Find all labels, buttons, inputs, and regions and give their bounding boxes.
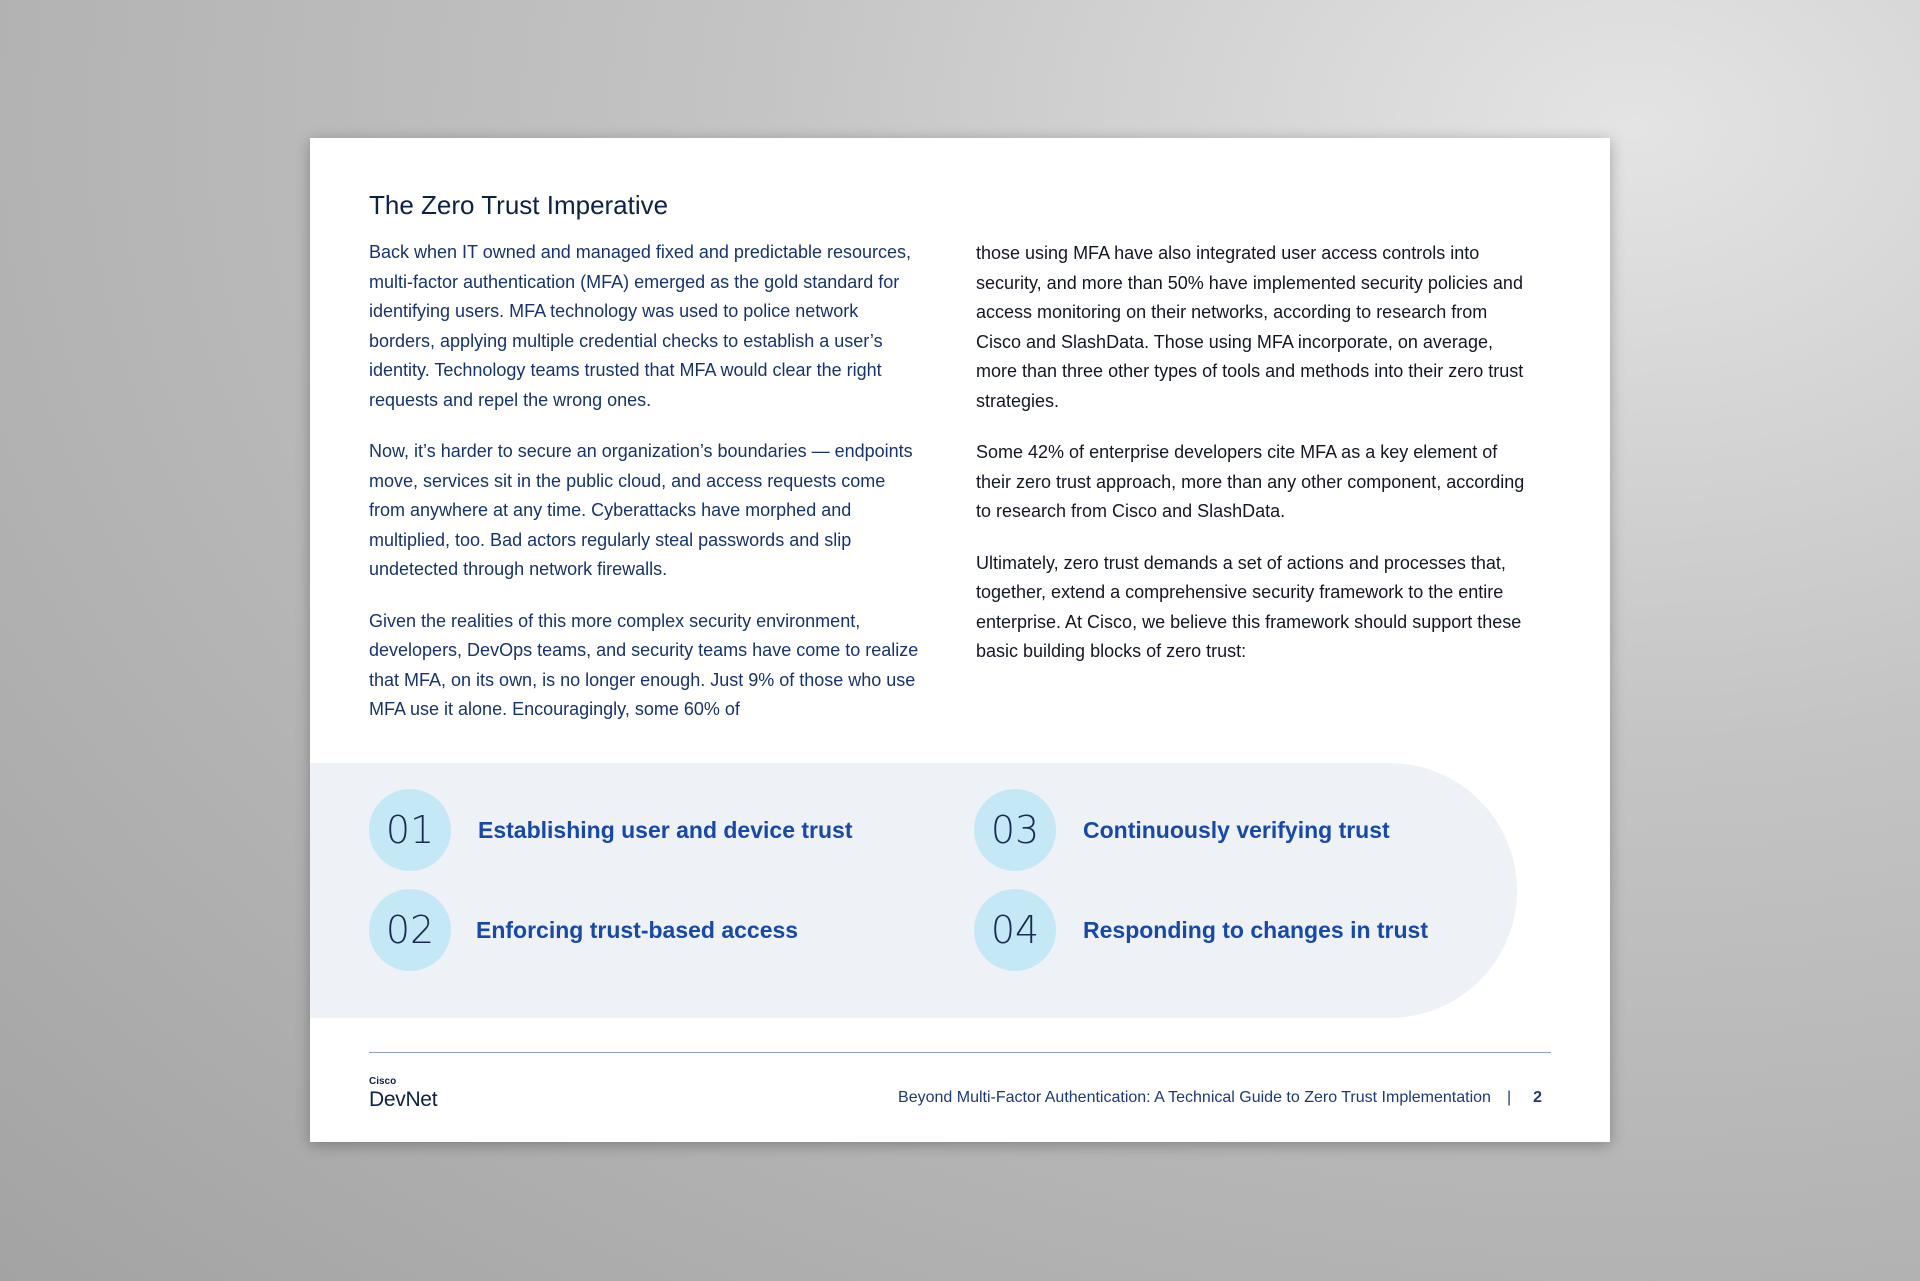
- paragraph: Some 42% of enterprise developers cite MFA as a key element of their zero trust approach, more than any other component, according to research from Cisco and SlashData.: [976, 442, 1525, 521]
- document-page: [310, 138, 1610, 1142]
- page-number: 2: [1533, 1089, 1542, 1106]
- step-number-badge: 01: [369, 789, 451, 871]
- page-title: The Zero Trust Imperative: [369, 190, 669, 220]
- building-block-item: [974, 789, 1390, 871]
- building-block-item: [369, 889, 798, 971]
- paragraph: Now, it’s harder to secure an organization’s boundaries — endpoints move, services sit in the public cloud, and access requests come from anywhere at any time. Cyberattacks have morphed and multiplied, too. Bad actors regularly steal passwords and slip undetected through network firewalls.: [369, 441, 913, 579]
- step-number-badge: 03: [974, 789, 1056, 871]
- step-label: Enforcing trust-based access: [476, 916, 799, 943]
- step-label: Continuously verifying trust: [1083, 816, 1390, 843]
- step-number-badge: 02: [369, 889, 451, 971]
- building-block-item: [974, 889, 1428, 971]
- footer-divider: [369, 1052, 1551, 1053]
- step-number-badge: 04: [974, 889, 1056, 971]
- paragraph: those using MFA have also integrated user access controls into security, and more than 50% have implemented security policies and access monitoring on their networks, according to research from Cisco and SlashData. Those using MFA incorporate, on average, more than three other types of tools and methods into their zero trust strategies.: [976, 243, 1524, 411]
- building-blocks-panel: [310, 763, 1517, 1018]
- logo-cisco-text: Cisco: [369, 1076, 397, 1087]
- footer-doc-title: Beyond Multi-Factor Authentication: A Technical Guide to Zero Trust Implementation: [898, 1089, 1491, 1106]
- paragraph: Given the realities of this more complex security environment, developers, DevOps teams, and security teams have come to realize that MFA, on its own, is no longer enough. Just 9% of those who use MFA use it alone. Encouragingly, some 60% of: [369, 610, 919, 719]
- cisco-devnet-logo: [369, 1076, 437, 1112]
- step-label: Responding to changes in trust: [1083, 916, 1429, 943]
- right-column: [976, 239, 1526, 689]
- left-column: [369, 238, 919, 747]
- footer-separator: |: [1506, 1089, 1512, 1106]
- paragraph: Ultimately, zero trust demands a set of actions and processes that, together, extend a comprehensive security framework to the entire enterprise. At Cisco, we believe this framework should support these basic building blocks of zero trust:: [976, 552, 1522, 661]
- logo-devnet-text: DevNet: [369, 1088, 438, 1111]
- step-label: Establishing user and device trust: [478, 816, 853, 843]
- paragraph: Back when IT owned and managed fixed and predictable resources, multi-factor authentication (MFA) emerged as the gold standard for identifying users. MFA technology was used to police network borders, applying multiple credential checks to establish a user’s identity. Technology teams trusted that MFA would clear the right requests and repel the wrong ones.: [369, 242, 912, 410]
- footer-caption: [898, 1089, 1542, 1107]
- building-block-item: [369, 789, 853, 871]
